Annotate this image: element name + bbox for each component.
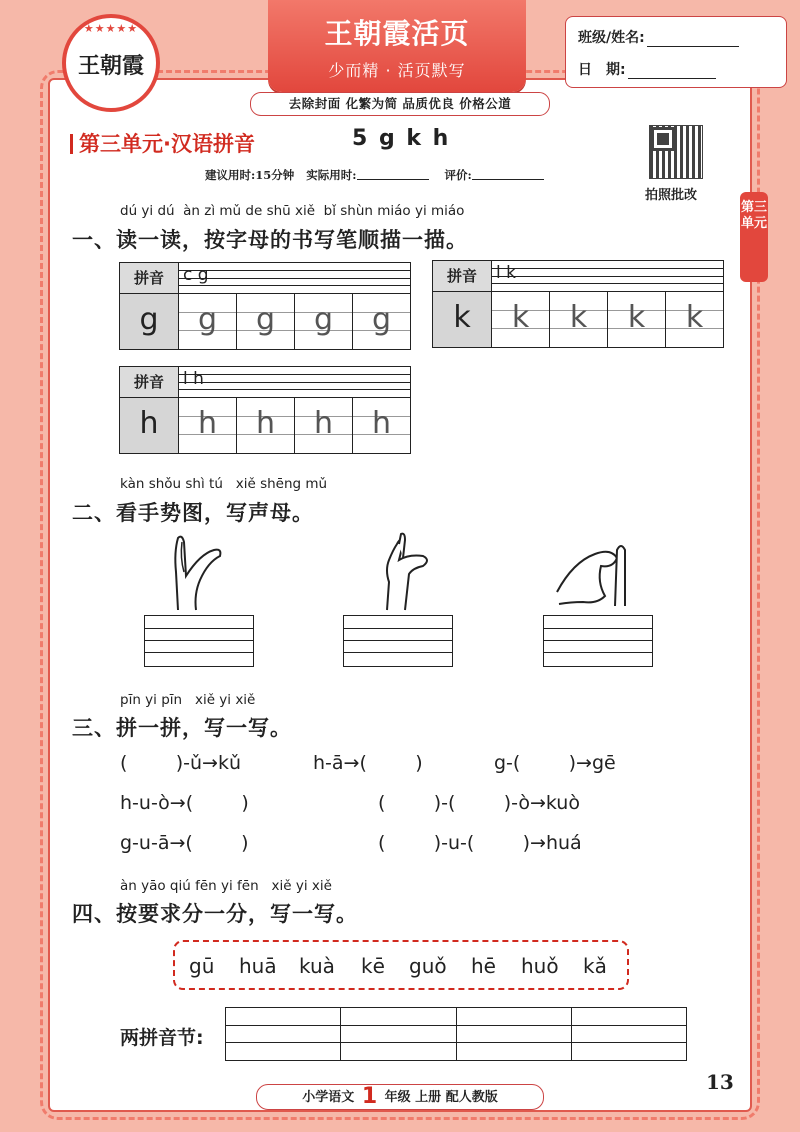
date-field[interactable] (628, 64, 716, 79)
student-info-box (565, 16, 787, 88)
logo-text: 王朝霞 (77, 53, 144, 79)
footer-grade-number: 1 (361, 1084, 378, 1109)
syllable: huǒ (521, 954, 559, 978)
grid-cell[interactable]: g (353, 294, 410, 349)
stars-icon: ★★★★★ (83, 22, 139, 35)
side-tab: 第三单元 (740, 192, 768, 282)
brand-banner (268, 0, 526, 92)
two-part-syllable-label: 两拼音节: (120, 1027, 204, 1049)
answer-box-gesture-2[interactable] (343, 615, 453, 667)
hand-gesture-k-icon (365, 530, 445, 612)
grid-cell: g (120, 294, 179, 349)
q2-title: 二、看手势图，写声母。 (72, 501, 314, 525)
grid-cell[interactable]: h (237, 398, 295, 453)
brand-logo (62, 14, 160, 112)
grid-cell[interactable]: k (666, 292, 723, 347)
grid-label: 拼音 (120, 367, 179, 397)
exercise-item[interactable]: g-( )→gē (494, 752, 616, 774)
syllable: huā (239, 954, 277, 978)
stroke-example: l k (496, 263, 516, 283)
exercise-item[interactable]: g-u-ā→( ) (120, 832, 249, 854)
writing-grid-h (119, 366, 411, 454)
answer-cell[interactable] (341, 1008, 456, 1060)
footer-bar (256, 1084, 544, 1110)
grid-cell[interactable]: h (295, 398, 353, 453)
answer-box-gesture-3[interactable] (543, 615, 653, 667)
evaluation-label: 评价: (444, 168, 472, 182)
exercise-item[interactable]: h-ā→( ) (313, 752, 423, 774)
page-number: 13 (706, 1070, 734, 1094)
hand-gesture-h-icon (553, 532, 645, 612)
brand-title: 王朝霞活页 (324, 17, 470, 50)
q3-pinyin: pīn yi pīn xiě yi xiě (120, 692, 256, 708)
q1-title: 一、读一读，按字母的书写笔顺描一描。 (72, 228, 468, 252)
grid-label: 拼音 (433, 261, 492, 291)
grid-label: 拼音 (120, 263, 179, 293)
grid-cell[interactable]: k (608, 292, 666, 347)
syllable-box (173, 940, 629, 990)
writing-grid-g (119, 262, 411, 350)
answer-box-gesture-1[interactable] (144, 615, 254, 667)
qr-code-icon[interactable] (649, 125, 703, 179)
date-label: 日 期: (578, 62, 626, 78)
exercise-item[interactable]: ( )-u-( )→huá (378, 832, 582, 854)
class-name-field[interactable] (647, 32, 739, 47)
exercise-item[interactable]: h-u-ò→( ) (120, 792, 249, 814)
footer-grade-text: 年级 上册 配人教版 (384, 1090, 498, 1105)
unit-letters: 5 g k h (352, 126, 451, 151)
writing-grid-k (432, 260, 724, 348)
actual-time-field[interactable] (357, 169, 429, 180)
grid-cell[interactable]: h (353, 398, 410, 453)
grid-cell[interactable]: g (295, 294, 353, 349)
grid-cell[interactable]: h (179, 398, 237, 453)
brand-subtitle: 少而精 · 活页默写 (328, 61, 466, 80)
date-row (578, 59, 716, 79)
syllable: kē (361, 954, 385, 978)
stroke-example: c g (183, 265, 209, 285)
syllable: gū (189, 954, 215, 978)
answer-cell[interactable] (457, 1008, 572, 1060)
two-part-answer-grid (225, 1007, 687, 1061)
scan-label: 拍照批改 (645, 188, 698, 203)
class-name-row (578, 27, 739, 47)
actual-time-label: 实际用时: (306, 168, 357, 182)
q1-pinyin: dú yi dú àn zì mǔ de shū xiě bǐ shùn miáo yi miáo (120, 203, 465, 219)
q2-pinyin: kàn shǒu shì tú xiě shēng mǔ (120, 476, 328, 492)
grid-cell: k (433, 292, 492, 347)
q4-pinyin: àn yāo qiú fēn yi fēn xiě yi xiě (120, 878, 332, 894)
time-line (205, 167, 544, 183)
q3-title: 三、拼一拼，写一写。 (72, 716, 292, 740)
syllable: kuà (299, 954, 335, 978)
unit-title: 第三单元·汉语拼音 (70, 128, 255, 158)
exercise-item[interactable]: ( )-( )-ò→kuò (378, 792, 580, 814)
answer-cell[interactable] (226, 1008, 341, 1060)
suggested-time: 建议用时:15分钟 (205, 168, 295, 182)
slogan-bar: 去除封面 化繁为简 品质优良 价格公道 (250, 92, 550, 116)
syllable: hē (471, 954, 496, 978)
syllable: guǒ (409, 954, 447, 978)
grid-cell[interactable]: g (179, 294, 237, 349)
q4-title: 四、按要求分一分，写一写。 (72, 902, 358, 926)
grid-cell[interactable]: g (237, 294, 295, 349)
answer-cell[interactable] (572, 1008, 686, 1060)
exercise-item[interactable]: ( )-ǔ→kǔ (120, 752, 242, 774)
class-name-label: 班级/姓名: (578, 30, 645, 46)
footer-subject: 小学语文 (302, 1090, 355, 1105)
grid-cell[interactable]: k (550, 292, 608, 347)
stroke-example: l h (183, 369, 204, 389)
grid-cell[interactable]: k (492, 292, 550, 347)
evaluation-field[interactable] (472, 169, 544, 180)
syllable: kǎ (583, 954, 607, 978)
hand-gesture-g-icon (160, 532, 240, 612)
grid-cell: h (120, 398, 179, 453)
